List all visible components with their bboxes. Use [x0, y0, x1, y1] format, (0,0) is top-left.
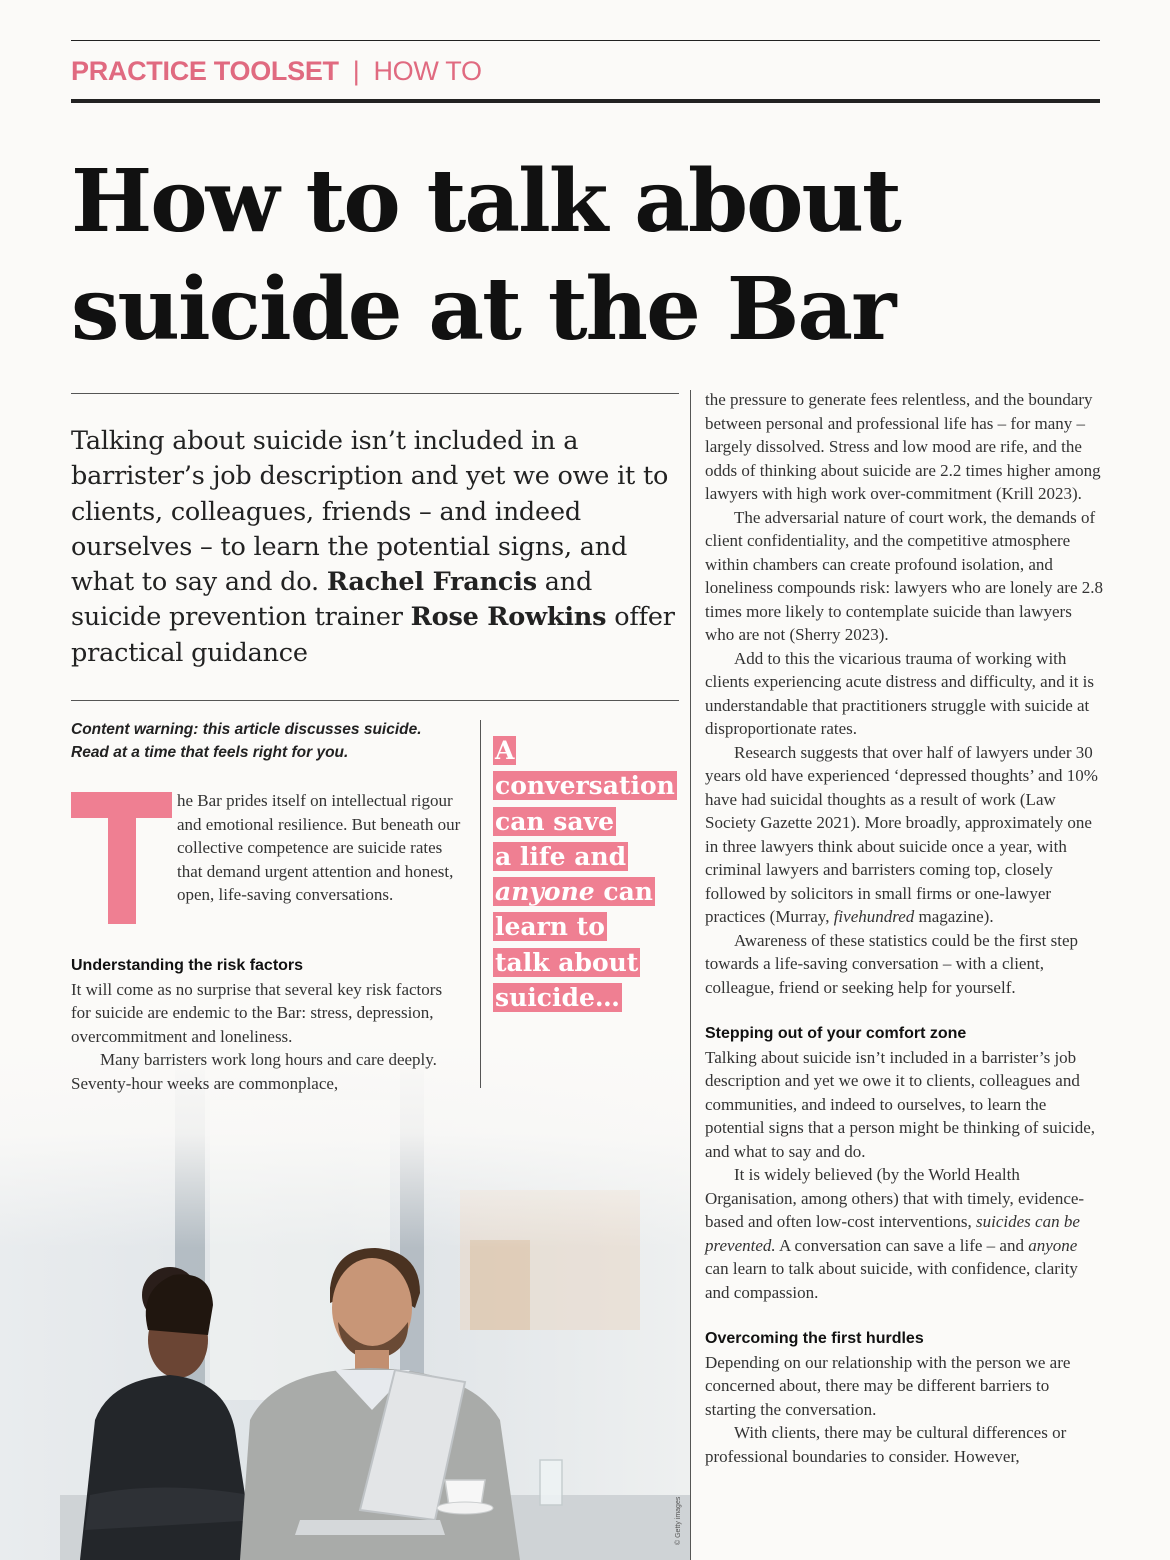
heading-first-hurdles: Overcoming the first hurdles: [705, 1330, 924, 1347]
subsection-label: HOW TO: [373, 56, 482, 86]
content-warning: [71, 718, 471, 764]
headline-line-1: How to talk about: [71, 151, 900, 252]
standfirst-connector: and suicide prevention trainer: [71, 567, 593, 633]
section-label: PRACTICE TOOLSET: [71, 56, 339, 86]
column-3-paragraph-6: Talking about suicide isn’t included in a barrister’s job description and yet we owe it to clients, colleagues and communities, and indeed to ourselves, to learn the potential signs that a person might be thinking of suicide, and what to say and do.: [705, 1047, 1095, 1161]
header-bottom-rule: [71, 99, 1100, 103]
intro-text: he Bar prides itself on intellectual rigour and emotional resilience. But beneath our collective competence are suicide rates that demand urgent attention and honest, open, life-saving conversations.: [177, 791, 461, 904]
column-1-paragraph-1: It will come as no surprise that several key risk factors for suicide are endemic to the Bar: stress, depression, overcommitment and loneliness.: [71, 979, 443, 1046]
pull-quote-line-7: talk about: [495, 947, 639, 977]
intro-paragraph: [177, 789, 467, 907]
standfirst: [71, 424, 681, 671]
column-1-paragraph-2: Many barristers work long hours and care deeply. Seventy-hour weeks are commonplace,: [71, 1050, 437, 1093]
headline-line-2: suicide at the Bar: [71, 259, 895, 360]
column-3-paragraph-1: the pressure to generate fees relentless, and the boundary between personal and professional life has – for many – largely dissolved. Stress and low mood are rife, and the odds of thinking about suicide are 2.2 times higher among lawyers with high work over-commitment (Krill 2023).: [705, 390, 1101, 503]
column-3: [705, 388, 1103, 1468]
pull-quote-line-6: learn to: [495, 912, 605, 942]
pull-quote-line-3: can save: [495, 806, 615, 836]
pull-quote-line-2: conversation: [495, 771, 675, 801]
standfirst-text: Talking about suicide isn’t included in a barrister’s job description and yet we owe it to clients, colleagues, friends – and indeed ourselves – to learn the potential signs, and what to say and do.: [71, 426, 669, 598]
standfirst-tail: offer practical guidance: [71, 602, 675, 668]
photo-credit: © Getty images: [675, 1496, 682, 1545]
meeting-photo-illustration: [0, 1040, 690, 1560]
column-3-paragraph-8: Depending on our relationship with the person we are concerned about, there may be different barriers to starting the conversation.: [705, 1352, 1071, 1419]
pull-quote-line-5: can: [594, 877, 653, 907]
pull-quote: [493, 733, 683, 1015]
standfirst-bottom-rule: [71, 700, 679, 701]
heading-risk-factors: Understanding the risk factors: [71, 957, 304, 974]
column-3-paragraph-7: It is widely believed (by the World Health Organisation, among others) that with timely, evidence-based and often low-cost interventions, suicides can be prevented. A conversation can save a life – and anyone can learn to talk about suicide, with confidence, clarity and compassion.: [705, 1165, 1085, 1302]
standfirst-top-rule: [71, 393, 679, 394]
article-photo: [0, 1040, 690, 1560]
headline: [71, 148, 900, 364]
drop-cap-t: [71, 792, 172, 924]
column-3-paragraph-3: Add to this the vicarious trauma of working with clients experiencing acute distress and difficulty, and it is understandable that practitioners struggle with suicide at disproportionate rates.: [705, 648, 1094, 738]
column-3-paragraph-2: The adversarial nature of court work, the demands of client confidentiality, and the competitive atmosphere within chambers can create profound isolation, and loneliness compounds risk: lawyers who are lonely are 2.8 times more likely to contemplate suicide than lawyers who are not (Sherry 2023).: [705, 507, 1103, 644]
column-3-paragraph-9: With clients, there may be cultural differences or professional boundaries to consider. However,: [705, 1423, 1067, 1466]
author-name-1: Rachel Francis: [326, 567, 537, 598]
heading-comfort-zone: Stepping out of your comfort zone: [705, 1025, 967, 1042]
content-warning-line-2: Read at a time that feels right for you.: [71, 744, 349, 761]
column-3-paragraph-5: Awareness of these statistics could be the first step towards a life-saving conversation – with a client, colleague, friend or seeking help for yourself.: [705, 930, 1079, 997]
section-kicker: [71, 56, 482, 87]
header-top-rule: [71, 40, 1100, 41]
column-divider-left: [480, 720, 481, 1088]
pull-quote-emphasis: anyone: [495, 877, 595, 907]
column-divider-right: [690, 390, 691, 1560]
kicker-separator: |: [352, 56, 360, 86]
pull-quote-line-8: suicide…: [495, 983, 620, 1013]
pull-quote-line-1: A: [495, 736, 515, 765]
pull-quote-line-4: a life and: [495, 841, 627, 871]
magazine-name: fivehundred: [833, 907, 915, 926]
column-3-paragraph-4: Research suggests that over half of lawyers under 30 years old have experienced ‘depressed thoughts’ and 10% have had suicidal thoughts as a result of work (Law Society Gazette 2021). More broadly, approximately one in three lawyers think about suicide once a year, with criminal lawyers and barristers coming top, closely followed by solicitors in small firms or one-lawyer practices (Murray, fivehundred magazine).: [705, 742, 1098, 926]
content-warning-line-1: Content warning: this article discusses suicide.: [71, 721, 422, 738]
author-name-2: Rose Rowkins: [410, 602, 607, 633]
column-1: [71, 954, 456, 1095]
